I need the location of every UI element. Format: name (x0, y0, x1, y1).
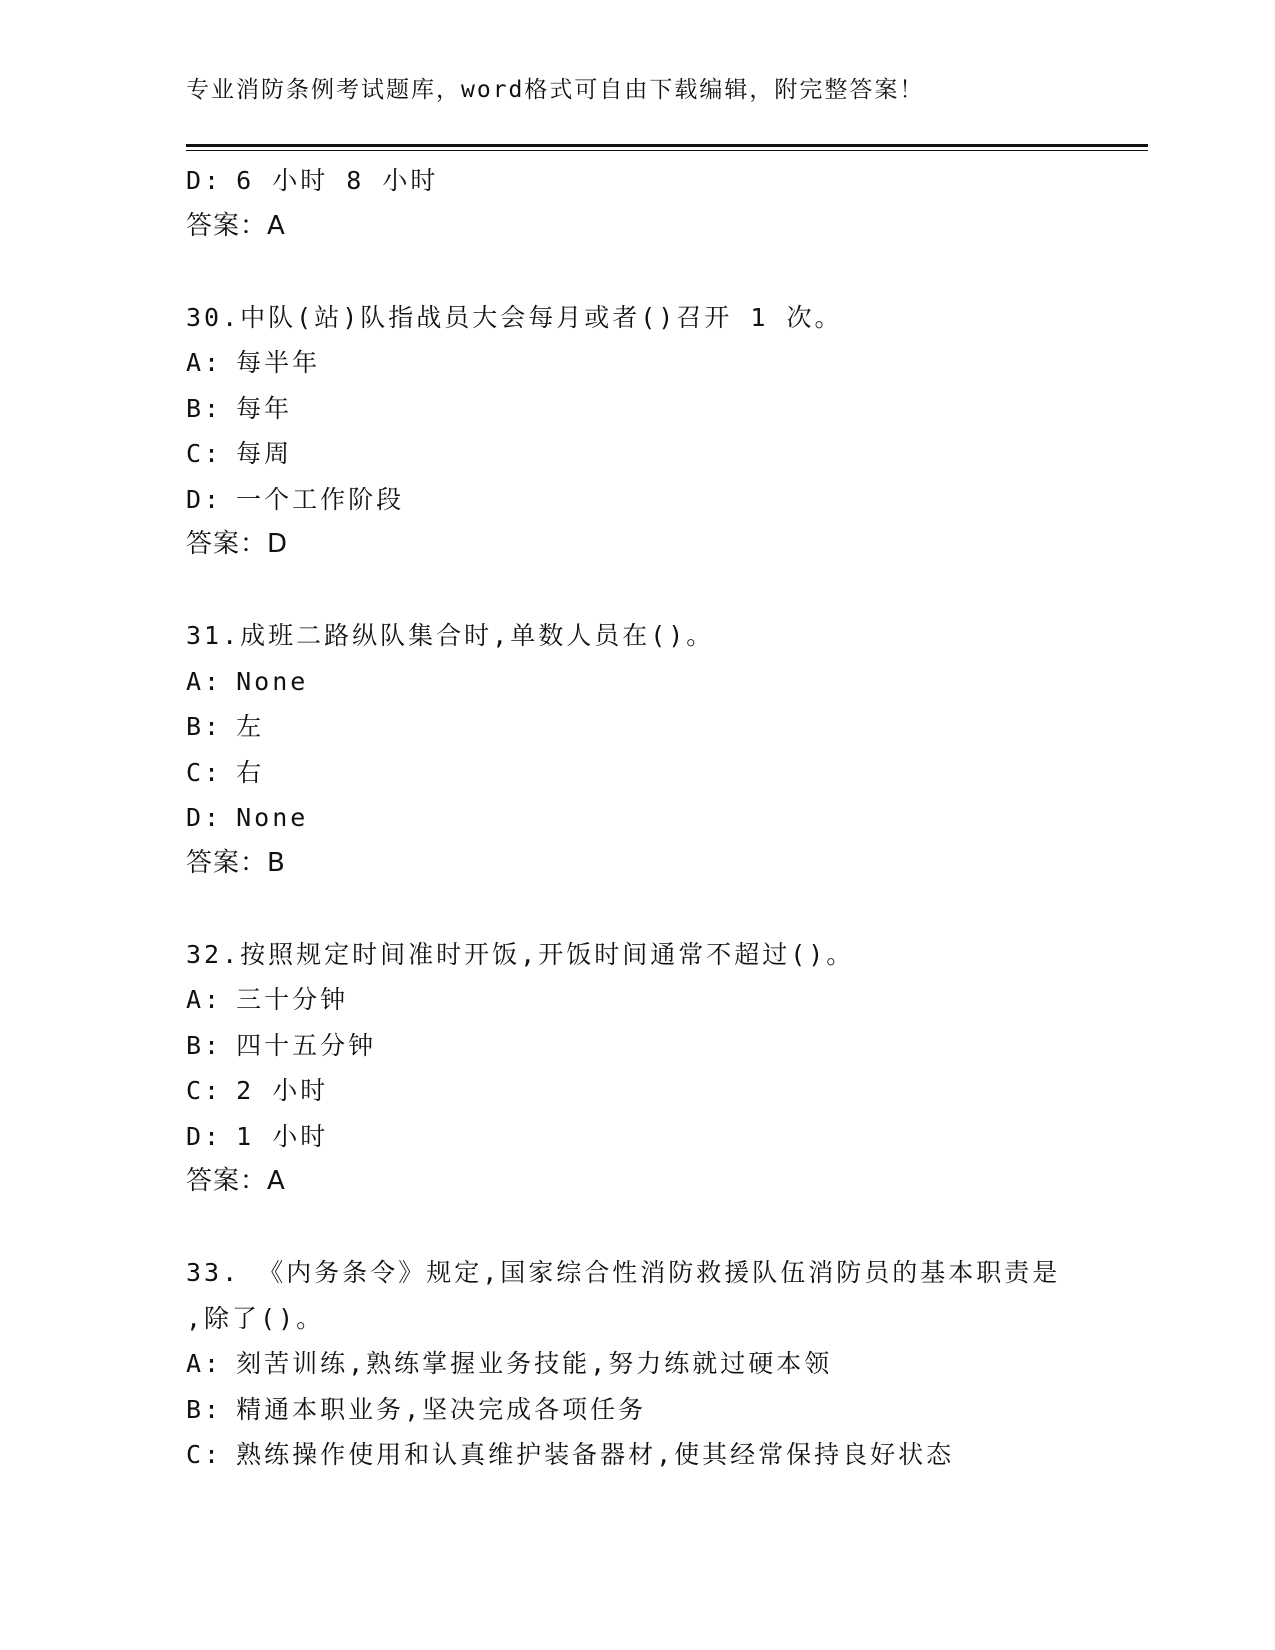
option-line (186, 1114, 1086, 1160)
option-label: D: (186, 484, 223, 514)
option-line (186, 1068, 1086, 1114)
question-line: 33. 《内务条令》规定,国家综合性消防救援队伍消防员的基本职责是 (186, 1258, 1061, 1287)
option-text: 每年 (236, 393, 293, 423)
option-label: A: (186, 666, 223, 696)
answer-line: 答案：A (186, 210, 286, 241)
option-label: C: (186, 1076, 223, 1105)
option-line (186, 750, 1086, 796)
option-line (186, 386, 1086, 432)
question-content (186, 158, 1086, 1478)
option-line (186, 431, 1086, 477)
option-text: 左 (236, 712, 265, 741)
option-text: 刻苦训练,熟练掌握业务技能,努力练就过硬本领 (236, 1349, 833, 1378)
question-line: 31.成班二路纵队集合时,单数人员在()。 (186, 621, 715, 650)
option-text: 三十分钟 (236, 985, 349, 1014)
option-label: A: (186, 1349, 223, 1378)
option-line (186, 1023, 1086, 1069)
option-label: B: (186, 1394, 223, 1424)
option-label: C: (186, 757, 223, 787)
option-text: 2 小时 (236, 1076, 329, 1105)
option-line (186, 1432, 1086, 1478)
answer-line: 答案：D (186, 529, 289, 559)
option-label: B: (186, 712, 223, 741)
page-header: 专业消防条例考试题库，word格式可自由下载编辑，附完整答案！ (186, 77, 925, 103)
option-line (186, 340, 1086, 386)
option-text: 1 小时 (236, 1121, 329, 1151)
option-label: B: (186, 1030, 223, 1060)
option-line (186, 795, 1086, 841)
option-line (186, 659, 1086, 705)
header-rule-thin (186, 150, 1148, 151)
question-line: 30.中队(站)队指战员大会每月或者()召开 1 次。 (186, 302, 843, 332)
option-text: 精通本职业务,坚决完成各项任务 (236, 1394, 647, 1424)
option-text: 右 (236, 757, 265, 787)
option-text: 每半年 (236, 348, 321, 377)
option-text: None (236, 803, 309, 832)
option-line (186, 704, 1086, 750)
option-text: 每周 (236, 439, 293, 468)
header-rule-thick (186, 144, 1148, 147)
option-line (186, 977, 1086, 1023)
option-label: D: (186, 166, 223, 195)
option-line (186, 158, 1086, 204)
option-label: A: (186, 985, 223, 1014)
option-label: A: (186, 348, 223, 377)
option-label: D: (186, 803, 223, 832)
option-label: C: (186, 1440, 223, 1469)
option-label: B: (186, 393, 223, 423)
option-label: D: (186, 1121, 223, 1151)
option-text: 四十五分钟 (236, 1030, 377, 1060)
answer-line: 答案：B (186, 847, 286, 878)
option-text: 熟练操作使用和认真维护装备器材,使其经常保持良好状态 (236, 1440, 955, 1469)
question-line-continued: ,除了()。 (186, 1303, 325, 1333)
option-line (186, 1387, 1086, 1433)
option-line (186, 477, 1086, 523)
option-line (186, 1341, 1086, 1387)
answer-line: 答案：A (186, 1166, 286, 1196)
question-line: 32.按照规定时间准时开饭,开饭时间通常不超过()。 (186, 939, 855, 969)
option-text: 6 小时 8 小时 (236, 166, 439, 195)
option-text: None (236, 666, 309, 696)
option-label: C: (186, 439, 223, 468)
option-text: 一个工作阶段 (236, 484, 405, 514)
